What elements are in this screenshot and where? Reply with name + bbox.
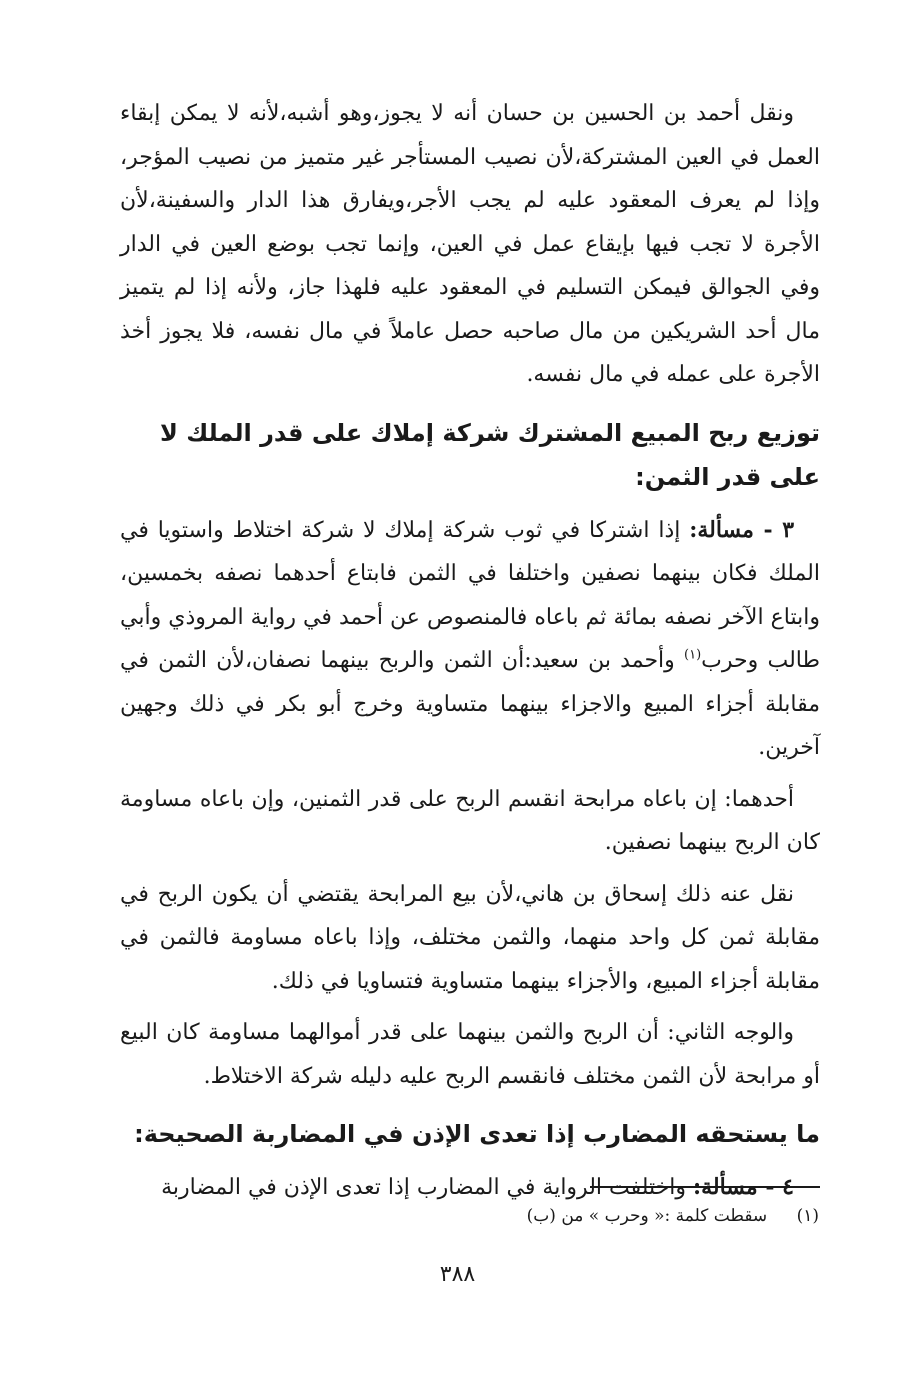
paragraph-6-text: واختلفت الرواية في المضارب إذا تعدى الإذن في المضاربة [161, 1175, 693, 1200]
page-body [120, 92, 820, 1218]
paragraph-2-text-b: وأحمد بن سعيد:أن الثمن والربح بينهما نصفان،لأن الثمن في مقابلة أجزاء المبيع والاجزاء بينهما متساوية وخرج أبو بكر في ذلك وجهين آخرين. [120, 648, 820, 760]
footnote-text: سقطت كلمة :« وحرب » من (ب) [526, 1206, 768, 1226]
footnote-separator [590, 1186, 820, 1188]
footnote-reference[interactable]: (١) [684, 647, 702, 663]
page-number: ٣٨٨ [439, 1262, 476, 1287]
section-heading-1: توزيع ربح المبيع المشترك شركة إملاك على قدر الملك لا على قدر الثمن: [160, 418, 820, 491]
issue-number-3: ٣ - مسألة: [689, 516, 795, 543]
paragraph-2 [120, 509, 820, 770]
paragraph-1: ونقل أحمد بن الحسين بن حسان أنه لا يجوز،وهو أشبه،لأنه لا يمكن إبقاء العمل في العين المشتركة،لأن نصيب المستأجر غير متميز من نصيب المؤجر، وإذا لم يعرف المعقود عليه لم يجب الأجر،ويفارق هذا الدار والسفينة،لأن الأجرة لا تجب فيها بإيقاع عمل في العين، وإنما تجب بوضع العين في الدار وفي الجوالق فيمكن التسليم في المعقود عليه فلهذا جاز، ولأنه إذا لم يتميز مال أحد الشريكين من مال صاحبه حصل عاملاً في مال نفسه، فلا يجوز أخذ الأجرة على عمله في مال نفسه. [120, 101, 820, 387]
paragraph-5: والوجه الثاني: أن الربح والثمن بينهما على قدر أموالهما مساومة كان البيع أو مرابحة لأن الثمن مختلف فانقسم الربح عليه دليله شركة الاختلاط. [120, 1020, 820, 1089]
footnote-number: (١) [796, 1206, 819, 1226]
paragraph-2-text-a: إذا اشتركا في ثوب شركة إملاك لا شركة اختلاط واستويا في الملك فكان بينهما نصفين واختلفا في الثمن فابتاع أحدهما نصفه بخمسين، وابتاع الآخر نصفه بمائة ثم باعاه فالمنصوص عن أحمد في رواية المروذي وأبي طالب وحرب [120, 517, 820, 673]
section-heading-2: ما يستحقه المضارب إذا تعدى الإذن في المضاربة الصحيحة: [134, 1120, 820, 1148]
paragraph-4: نقل عنه ذلك إسحاق بن هاني،لأن بيع المرابحة يقتضي أن يكون الربح في مقابلة ثمن كل واحد منهما، والثمن مختلف، وإذا باعاه مساومة فالثمن في مقابلة أجزاء المبيع، والأجزاء بينهما متساوية فتساويا في ذلك. [120, 881, 820, 994]
paragraph-3: أحدهما: إن باعاه مرابحة انقسم الربح على قدر الثمنين، وإن باعاه مساومة كان الربح بينهما نصفين. [120, 786, 820, 855]
issue-number-4: ٤ - مسألة: [692, 1174, 794, 1200]
footnote [527, 1203, 819, 1229]
